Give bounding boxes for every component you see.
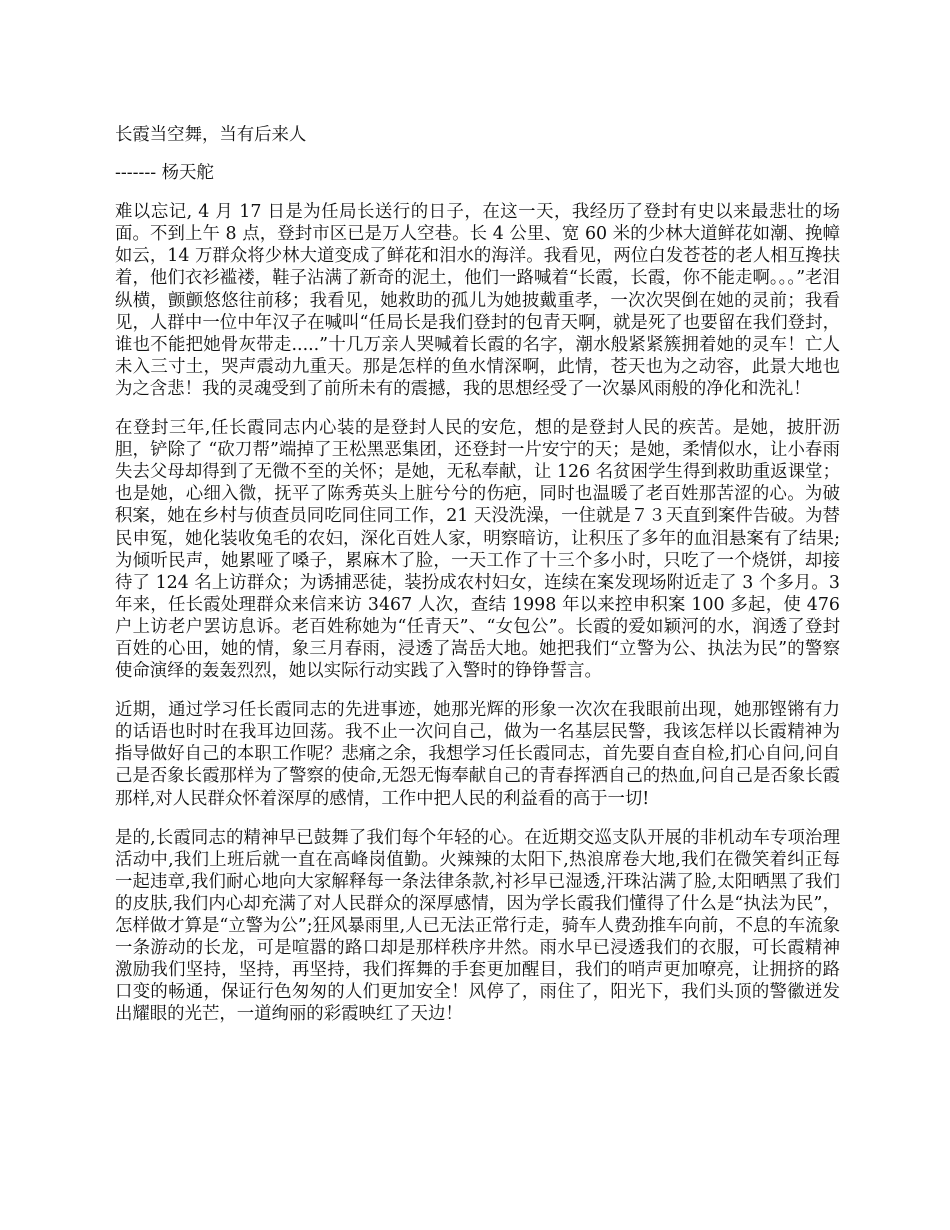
document-title: 长霞当空舞，当有后来人 [115, 125, 307, 145]
paragraph-3: 近期，通过学习任长霞同志的先进事迹，她那光辉的形象一次次在我眼前出现，她那铿锵有力的话语也时时在我耳边回荡。我不止一次问自己，做为一名基层民警，我该怎样以长霞精神为指导做好自己的本职工作呢？悲痛之余，我想学习任长霞同志，首先要自查自检,扪心自问,问自己是否象长霞那样为了警察的使命,无怨无悔奉献自己的青春挥洒自己的热血,问自己是否象长霞那样,对人民群众怀着深厚的感情，工作中把人民的利益看的高于一切! [115, 700, 840, 809]
paragraph-4: 是的,长霞同志的精神早已鼓舞了我们每个年轻的心。在近期交巡支队开展的非机动车专项治理活动中,我们上班后就一直在高峰岗值勤。火辣辣的太阳下,热浪席卷大地,我们在微笑着纠正每一起违章,我们耐心地向大家解释每一条法律条款,衬衫早已湿透,汗珠沾满了脸,太阳晒黑了我们的皮肤,我们内心却充满了对人民群众的深厚感情，因为学长霞我们懂得了什么是“执法为民”，怎样做才算是“立警为公”;狂风暴雨里,人已无法正常行走，骑车人费劲推车向前，不息的车流象一条游动的长龙，可是喧嚣的路口却是那样秩序井然。雨水早已浸透我们的衣服，可长霞精神激励我们坚持，坚持，再坚持，我们挥舞的手套更加醒目，我们的哨声更加嘹亮，让拥挤的路口变的畅通，保证行色匆匆的人们更加安全！风停了，雨住了，阳光下，我们头顶的警徽迸发出耀眼的光芒，一道绚丽的彩霞映红了天边！ [115, 827, 840, 1025]
paragraph-1: 难以忘记, 4 月 17 日是为任局长送行的日子，在这一天，我经历了登封有史以来最悲壮的场面。不到上午 8 点，登封市区已是万人空巷。长 4 公里、宽 60 米的少林大道鲜花如潮、挽幛如云，14 万群众将少林大道变成了鲜花和泪水的海洋。我看见，两位白发苍苍的老人相互搀扶着，他们衣衫褴褛，鞋子沾满了新奇的泥土，他们一路喊着“长霞，长霞，你不能走啊。。。”老泪纵横，颤颤悠悠往前移；我看见，她救助的孤儿为她披戴重孝，一次次哭倒在她的灵前；我看见，人群中一位中年汉子在喊叫“任局长是我们登封的包青天啊，就是死了也要留在我们登封，谁也不能把她骨灰带走.....”十几万亲人哭喊着长霞的名字，潮水般紧紧簇拥着她的灵车！亡人未入三寸土，哭声震动九重天。那是怎样的鱼水情深啊，此情，苍天也为之动容，此景大地也为之含悲！我的灵魂受到了前所未有的震撼，我的思想经受了一次暴风雨般的净化和洗礼！ [115, 202, 840, 399]
document-page [115, 124, 840, 1042]
paragraph-2: 在登封三年,任长霞同志内心装的是登封人民的安危，想的是登封人民的疾苦。是她，披肝沥胆，铲除了 “砍刀帮”端掉了王松黑恶集团，还登封一片安宁的天；是她，柔情似水，让小春雨失去父母却得到了无微不至的关怀；是她，无私奉献，让 126 名贫困学生得到救助重返课堂；也是她，心细入微，抚平了陈秀英头上脏兮兮的伤疤，同时也温暖了老百姓那苦涩的心。为破积案，她在乡村与侦查员同吃同住同工作，21 天没洗澡，一住就是７３天直到案件告破。为替民申冤，她化装收兔毛的农妇，深化百姓人家，明察暗访，让积压了多年的血泪悬案有了结果;为倾听民声，她累哑了嗓子，累麻木了脸，一天工作了十三个多小时，只吃了一个烧饼，却接待了 124 名上访群众；为诱捕恶徒，装扮成农村妇女，连续在案发现场附近走了 3 个多月。3 年来，任长霞处理群众来信来访 3467 人次，查结 1998 年以来控申积案 100 多起，使 476 户上访老户罢访息诉。老百姓称她为“任青天”、“女包公”。长霞的爱如颖河的水，润透了登封百姓的心田，她的情，象三月春雨，浸透了嵩岳大地。她把我们“立警为公、执法为民”的警察使命演绎的轰轰烈烈，她以实际行动实践了入警时的铮铮誓言。 [115, 418, 840, 682]
author-line: ------- 杨天舵 [115, 163, 214, 184]
